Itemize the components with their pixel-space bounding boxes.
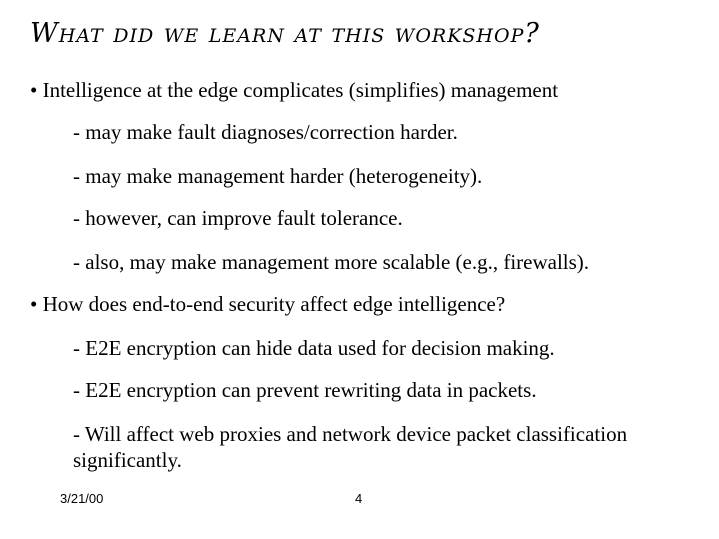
slide-title: What did we learn at this workshop? <box>30 18 540 49</box>
bullet-edge-intelligence: • Intelligence at the edge complicates (simplifies) management <box>30 78 559 102</box>
sub-item: - E2E encryption can hide data used for decision making. <box>73 336 555 360</box>
sub-item: - however, can improve fault tolerance. <box>73 206 403 230</box>
sub-item: - Will affect web proxies and network device packet classification significantly. <box>73 422 628 472</box>
sub-item: - also, may make management more scalable (e.g., firewalls). <box>73 250 590 274</box>
footer-date: 3/21/00 <box>60 491 104 506</box>
sub-item: - may make fault diagnoses/correction harder. <box>73 120 458 144</box>
bullet-e2e-security: • How does end-to-end security affect edge intelligence? <box>30 292 506 316</box>
sub-item: - E2E encryption can prevent rewriting data in packets. <box>73 378 537 402</box>
page-number: 4 <box>355 491 363 506</box>
sub-item: - may make management harder (heterogeneity). <box>73 164 483 188</box>
